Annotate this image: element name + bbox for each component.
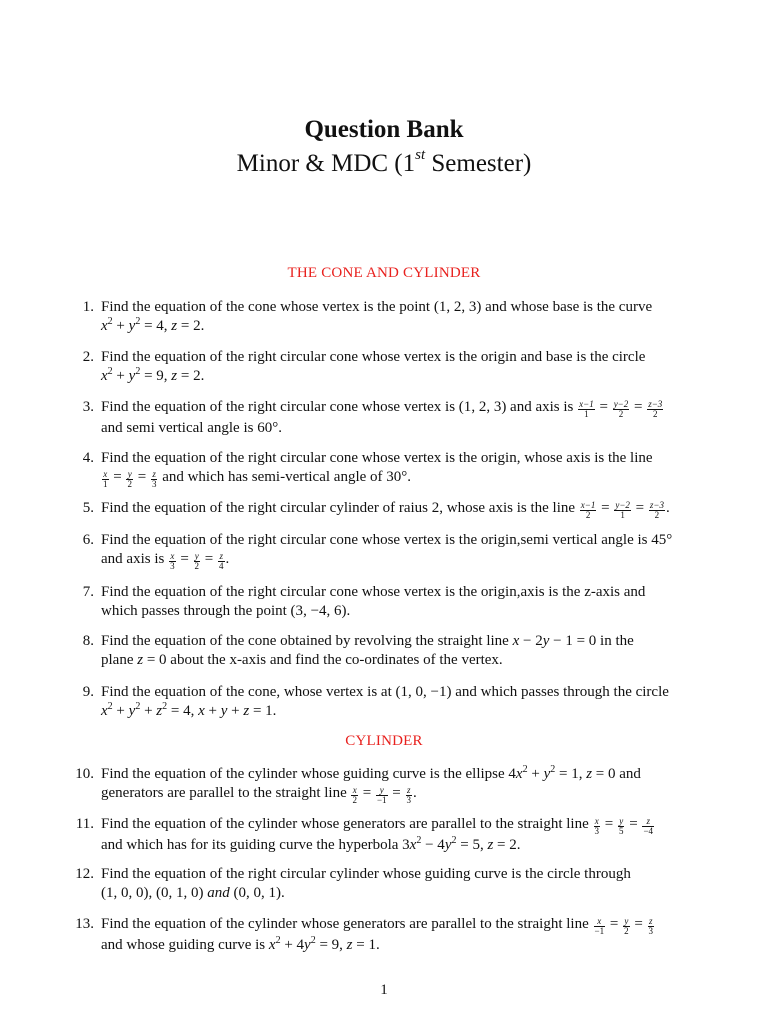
question-rendered: Find the equation of the right circular cylinder whose guiding curve is the circle through (1, 0, 0), (0, 1, 0) and (0, 0, 1). — [101, 866, 631, 901]
question-rendered: Find the equation of the cylinder whose generators are parallel to the straight line $\frac{x}{-1}$ = $\frac{y}{2}$ = $\frac{z}{3}$ and whose guiding curve is $x^2 + 4y^2 = 9$, z = 1. — [101, 916, 654, 953]
question-number: 1. — [82, 299, 94, 315]
question-number: 7. — [82, 584, 94, 600]
question-rendered: Find the equation of the right circular cone whose vertex is the origin,semi vertical angle is 45° and axis is $\frac{x}{3}$ = $\frac{y}{2}$ = $\frac{z}{4}$ . — [101, 532, 673, 571]
document-title: Question Bank — [304, 116, 464, 143]
question-rendered: Find the equation of the right circular cone whose vertex is (1, 2, 3) and axis is $\frac{x-1}{1}$ = $\frac{y-2}{2}$ = $\frac{z-3}{2}$ and semi vertical angle is 60°. — [101, 399, 663, 436]
subtitle-text-end: Semester) — [425, 150, 532, 177]
question-number: 3. — [82, 399, 94, 415]
question-number: 11. — [75, 816, 94, 832]
question-rendered: Find the equation of the right circular cylinder of raius 2, whose axis is the line $\frac{x-1}{2}$ = $\frac{y-2}{1}$ = $\frac{z-3}{2}$ . — [101, 500, 670, 520]
question-number: 10. — [75, 766, 94, 782]
document-subtitle — [0, 147, 768, 178]
question-rendered: Find the equation of the cylinder whose guiding curve is the ellipse $4x^2 + y^2 = 1$, z = 0 and generators are parallel to the straight line $\frac{x}{2}$ = $\frac{y}{-1}$ = $\frac{z}{3}$ . — [101, 764, 641, 805]
question-rendered: Find the equation of the cone obtained by revolving the straight line x − 2y − 1 = 0 in the plane z = 0 about the x-axis and find the co-ordinates of the vertex. — [101, 633, 634, 668]
subtitle-text: Minor & MDC (1 — [236, 150, 416, 177]
section-heading-cone-cylinder: THE CONE AND CYLINDER — [287, 265, 481, 281]
question-rendered: Find the equation of the cylinder whose generators are parallel to the straight line $\frac{x}{3}$ = $\frac{y}{5}$ = $\frac{z}{-4}$ and which has for its guiding curve the hyperbola $3x^2 - 4y^2 = 5$, z = 2. — [101, 816, 654, 853]
question-rendered: Find the equation of the cone whose vertex is the point (1, 2, 3) and whose base is the curve $x^2 + y^2 = 4$, z = 2. — [101, 299, 653, 334]
question-rendered: Find the equation of the right circular cone whose vertex is the origin, whose axis is the line $\frac{x}{1}$ = $\frac{y}{2}$ = $\frac{z}{3}$ and which has semi-vertical angle of 30°. — [101, 450, 653, 489]
question-number: 13. — [75, 916, 94, 932]
section-heading-cylinder: CYLINDER — [345, 733, 423, 749]
question-number: 5. — [82, 500, 94, 516]
subtitle-superscript: st — [415, 147, 426, 163]
question-number: 4. — [82, 450, 94, 466]
question-rendered: Find the equation of the right circular cone whose vertex is the origin,axis is the z-axis and which passes through the point (3, −4, 6). — [101, 584, 646, 619]
question-number: 6. — [82, 532, 94, 548]
question-number: 2. — [82, 349, 94, 365]
question-number: 12. — [75, 866, 94, 882]
question-rendered: Find the equation of the right circular cone whose vertex is the origin and base is the circle $x^2 + y^2 = 9$, z = 2. — [101, 349, 646, 384]
question-number: 9. — [82, 684, 94, 700]
question-rendered: Find the equation of the cone, whose vertex is at (1, 0, −1) and which passes through the circle $x^2 + y^2 + z^2 = 4$, x + y + z = 1. — [101, 684, 669, 719]
page-number: 1 — [380, 982, 388, 998]
question-number: 8. — [82, 633, 94, 649]
